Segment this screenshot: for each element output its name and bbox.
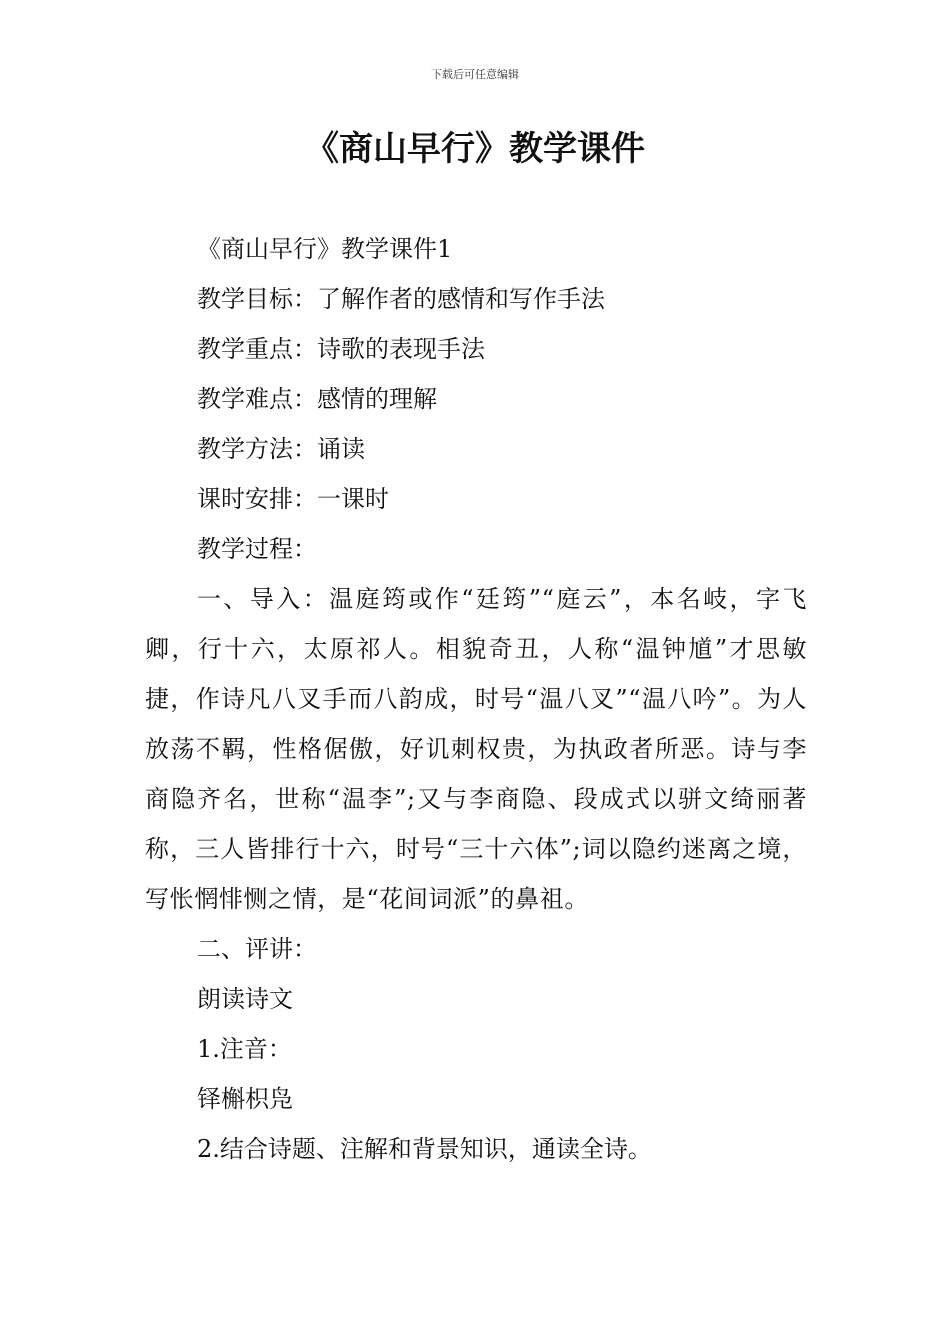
header-note: 下载后可任意编辑 — [431, 68, 519, 81]
paragraph-teaching-focus: 教学重点：诗歌的表现手法 — [197, 335, 485, 363]
paragraph-read-aloud: 朗读诗文 — [197, 985, 293, 1013]
paragraph-phonetic: 1.注音： — [197, 1035, 292, 1063]
document-body — [145, 224, 807, 1174]
paragraph-read-through: 2.结合诗题、注解和背景知识，通读全诗。 — [197, 1135, 652, 1163]
paragraph-commentary: 二、评讲： — [197, 935, 317, 963]
paragraph-introduction: 一、导入：温庭筠或作“廷筠”“庭云”，本名岐，字飞卿，行十六，太原祁人。相貌奇丑，人称“温钟馗”才思敏捷，作诗凡八叉手而八韵成，时号“温八叉”“温八吟”。为人放荡不羁，性格倨傲，好讥刺权贵，为执政者所恶。诗与李商隐齐名，世称“温李”;又与李商隐、段成式以骈文绮丽著称，三人皆排行十六，时号“三十六体”;词以隐约迷离之境，写怅惘悱恻之情，是“花间词派”的鼻祖。 — [145, 585, 807, 913]
paragraph-teaching-goal: 教学目标：了解作者的感情和写作手法 — [197, 285, 605, 313]
paragraph-teaching-difficulty: 教学难点：感情的理解 — [197, 385, 437, 413]
paragraph-characters: 铎槲枳凫 — [197, 1085, 293, 1113]
paragraph-teaching-process: 教学过程： — [197, 535, 317, 563]
paragraph-courseware-heading: 《商山早行》教学课件1 — [197, 235, 453, 263]
paragraph-class-schedule: 课时安排：一课时 — [197, 485, 389, 513]
document-title: 《商山早行》教学课件 — [305, 129, 645, 169]
paragraph-teaching-method: 教学方法：诵读 — [197, 435, 365, 463]
